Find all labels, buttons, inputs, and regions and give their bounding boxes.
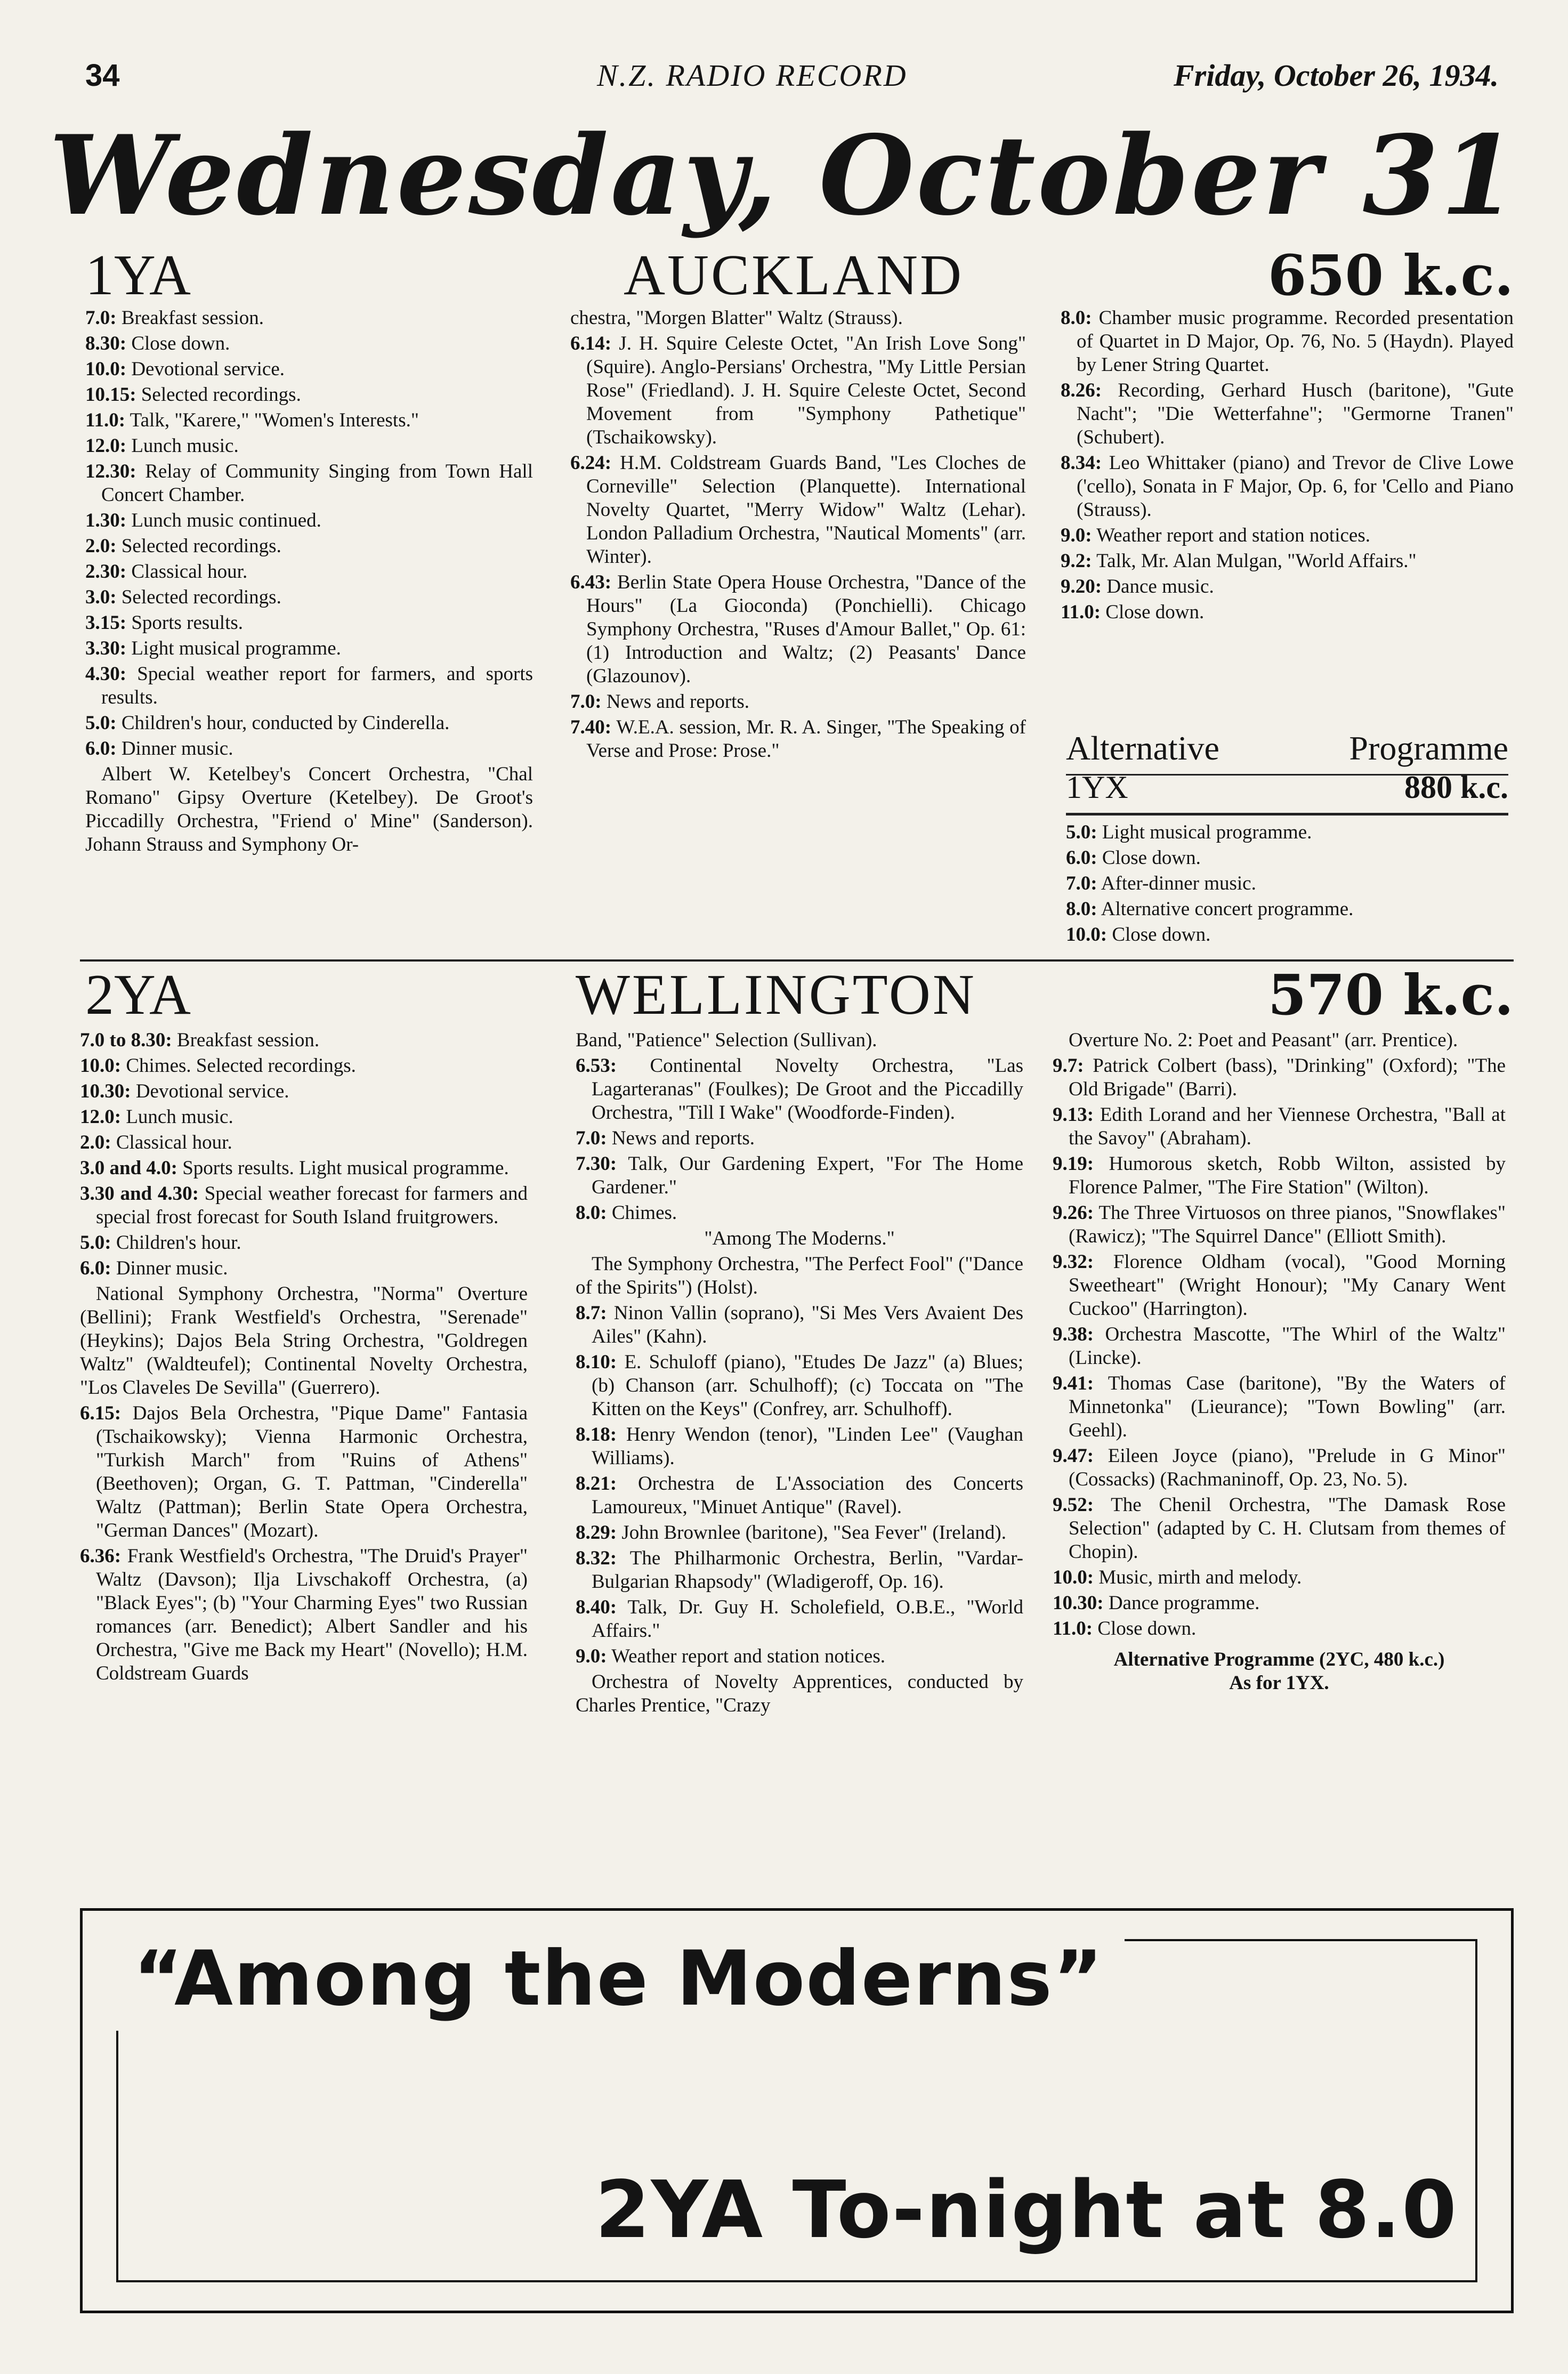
programme-item [85,737,533,761]
programme-item [85,611,533,635]
programme-item [85,712,533,735]
programme-text: The Chenil Orchestra, "The Damask Rose Selection" (adapted by C. H. Clutsam from themes of Chopin). [1069,1494,1506,1563]
programme-text: Selected recordings. [136,384,301,406]
programme-item [1061,575,1514,599]
programme-item [576,1054,1023,1125]
programme-text: Orchestra de L'Association des Concerts Lamoureux, "Minuet Antique" (Ravel). [592,1473,1023,1518]
ad-headline: “Among the Moderns” [133,1935,1104,2023]
programme-item [85,586,533,609]
programme-text: H.M. Coldstream Guards Band, "Les Cloches de Corneville" Selection (Planquette). International Novelty Quartet, "Merry Widow" Waltz (Lehar). London Palladium Orchestra, "Nautical Moments" (arr. Winter). [586,452,1026,568]
programme-time: 8.0: [576,1202,607,1224]
programme-text: Chimes. Selected recordings. [121,1055,356,1077]
programme-text: Leo Whittaker (piano) and Trevor de Clive Lowe ('cello), Sonata in F Major, Op. 6, for 'Cello and Piano (Strauss). [1077,452,1514,521]
programme-time: 9.38: [1053,1323,1094,1345]
programme-text: Talk, "Karere," "Women's Interests." [125,409,419,431]
programme-text: After-dinner music. [1097,873,1256,894]
programme-item [85,358,533,381]
station-frequency: 570 k.c. [1267,962,1514,1028]
programme-text: The Three Virtuosos on three pianos, "Snowflakes" (Rawicz); "The Squirrel Dance" (Elliott Smith). [1069,1202,1506,1247]
programme-item [85,509,533,532]
wellington-column-2 [576,1029,1023,1719]
programme-text: Selected recordings. [116,535,281,557]
running-header [85,58,1499,95]
programme-item [570,690,1026,714]
programme-item [80,1402,528,1543]
programme-time: 8.32: [576,1547,617,1569]
programme-time: 7.30: [576,1153,617,1175]
programme-time: 6.24: [570,452,612,474]
programme-time: 9.41: [1053,1372,1094,1394]
programme-text: The Philharmonic Orchestra, Berlin, "Vardar-Bulgarian Rhapsody" (Wladigeroff, Op. 16). [592,1547,1023,1593]
programme-detail: Orchestra of Novelty Apprentices, conducted by Charles Prentice, "Crazy [576,1671,1023,1716]
programme-time: 8.30: [85,333,127,354]
programme-item [576,1423,1023,1470]
programme-item [85,383,533,407]
dinner-music-detail: National Symphony Orchestra, "Norma" Overture (Bellini); Frank Westfield's Orchestra, "Serenade" (Heykins); Dajos Bela String Orchestra, "Goldregen Waltz" (Waldteufel); Continental Novelty Orchestra, "Los Claveles De Sevilla" (Guerrero). [80,1283,528,1399]
programme-time: 10.15: [85,384,136,406]
programme-item [85,460,533,507]
programme-item [85,306,533,330]
programme-time: 7.0: [576,1127,607,1149]
alt-note-line: Alternative Programme (2YC, 480 k.c.) [1113,1649,1445,1670]
programme-time: 6.0: [85,738,117,760]
programme-time: 12.0: [80,1106,122,1128]
programme-text: Henry Wendon (tenor), "Linden Lee" (Vaughan Williams). [592,1424,1023,1469]
programme-text: Close down. [1097,847,1201,869]
programme-time: 2.30: [85,561,127,583]
auckland-column-2 [570,306,1026,765]
programme-text: Dance programme. [1103,1592,1260,1614]
programme-time: 9.13: [1053,1104,1094,1126]
programme-item [1053,1493,1506,1564]
programme-item [1061,550,1514,573]
auckland-column-1 [85,306,533,859]
programme-time: 8.29: [576,1522,617,1544]
programme-text: Berlin State Opera House Orchestra, "Dance of the Hours" (La Gioconda) (Ponchielli). Chicago Symphony Orchestra, "Ruses d'Amour Ballet," Op. 61: (1) Introduction and Waltz; (2) Peasants' Dance (Glazounov). [586,571,1026,687]
programme-text: Breakfast session. [172,1029,320,1051]
programme-text: Frank Westfield's Orchestra, "The Druid's Prayer" Waltz (Davson); Ilja Livschakoff Orchestra, (a) "Black Eyes"; (b) "Your Charming Eyes" two Russian romances (arr. Benedict); Albert Sandler and his Orchestra, "Give me Back my Heart" (Novello); H.M. Coldstream Guards [96,1545,528,1684]
programme-text: W.E.A. session, Mr. R. A. Singer, "The Speaking of Verse and Prose: Prose." [586,716,1026,762]
programme-item [1066,923,1508,947]
programme-item [1066,898,1508,921]
programme-item [570,332,1026,449]
programme-time: 3.15: [85,612,127,634]
programme-time: 11.0: [85,409,126,431]
programme-text: Sports results. [126,612,244,634]
programme-text: Music, mirth and melody. [1094,1566,1302,1588]
programme-item [576,1201,1023,1225]
programme-text: E. Schuloff (piano), "Etudes De Jazz" (a) Blues; (b) Chanson (arr. Schulhoff); (c) Toccata on "The Kitten on the Keys" (Confrey, arr. Schulhoff). [592,1351,1023,1420]
continued-text: Band, "Patience" Selection (Sullivan). [576,1029,877,1051]
programme-item [1053,1566,1506,1589]
programme-time: 8.34: [1061,452,1102,474]
programme-item [1053,1103,1506,1150]
programme-time: 11.0: [1061,601,1101,623]
programme-item [80,1029,528,1052]
wellington-header [80,962,1514,1026]
programme-item [1061,524,1514,547]
programme-text: Eileen Joyce (piano), "Prelude in G Minor" (Cossacks) (Rachmaninoff, Op. 23, No. 5). [1069,1445,1506,1490]
programme-item [1061,306,1514,377]
programme-item [80,1131,528,1154]
programme-text: Close down. [1107,924,1211,946]
auckland-header [80,243,1514,306]
programme-text: Orchestra Mascotte, "The Whirl of the Waltz" (Lincke). [1069,1323,1506,1369]
programme-time: 9.19: [1053,1153,1094,1175]
programme-text: Patrick Colbert (bass), "Drinking" (Oxford); "The Old Brigade" (Barri). [1069,1055,1506,1100]
programme-item [1053,1617,1506,1641]
programme-text: Talk, Mr. Alan Mulgan, "World Affairs." [1092,550,1417,572]
programme-text: Chamber music programme. Recorded presentation of Quartet in D Major, Op. 76, No. 5 (Haydn). Played by Lener String Quartet. [1077,307,1514,376]
programme-item [1061,601,1514,624]
programme-text: Humorous sketch, Robb Wilton, assisted by Florence Palmer, "The Fire Station" (Wilton). [1069,1153,1506,1198]
programme-text: Close down. [1093,1618,1197,1640]
programme-time: 5.0: [85,712,117,734]
programme-time: 7.0 to 8.30: [80,1029,172,1051]
day-title: Wednesday, October 31 [49,112,1519,240]
programme-item [80,1157,528,1180]
programme-time: 5.0: [1066,821,1097,843]
programme-time: 3.0: [85,586,117,608]
programme-text: Weather report and station notices. [607,1645,885,1667]
programme-detail: The Symphony Orchestra, "The Perfect Fool" ("Dance of the Spirits") (Holst). [576,1253,1023,1298]
alt-station [1066,770,1508,815]
alt-items [1066,821,1508,947]
programme-text: Florence Oldham (vocal), "Good Morning Sweetheart" (Wright Honour); "My Canary Went Cuckoo" (Harrington). [1069,1251,1506,1320]
programme-time: 8.21: [576,1473,617,1495]
section-divider [80,959,1514,962]
programme-text: Close down. [126,333,230,354]
station-city: AUCKLAND [624,244,964,307]
programme-text: John Brownlee (baritone), "Sea Fever" (Ireland). [617,1522,1006,1544]
programme-time: 8.18: [576,1424,617,1446]
continued-text: Overture No. 2: Poet and Peasant" (arr. Prentice). [1069,1029,1458,1051]
programme-text: Sports results. Light musical programme. [177,1157,509,1179]
programme-item [1066,846,1508,870]
issue-date: Friday, October 26, 1934. [1173,58,1499,93]
programme-time: 7.0: [570,691,602,713]
programme-text: Light musical programme. [1097,821,1312,843]
programme-item [576,1596,1023,1643]
programme-time: 6.15: [80,1402,122,1424]
programme-time: 9.26: [1053,1202,1094,1224]
programme-item [1066,821,1508,844]
programme-text: Ninon Vallin (soprano), "Si Mes Vers Avaient Des Ailes" (Kahn). [592,1302,1023,1347]
programme-time: 3.30 and 4.30: [80,1183,199,1205]
programme-time: 7.40: [570,716,612,738]
programme-item [1053,1201,1506,1248]
programme-item [1053,1372,1506,1442]
programme-time: 3.30: [85,637,127,659]
alt-title-left: Alternative [1066,729,1219,767]
programme-item [576,1302,1023,1349]
programme-item [85,332,533,356]
programme-item [576,1645,1023,1668]
programme-time: 8.7: [576,1302,607,1324]
programme-item [576,1152,1023,1199]
programme-item [1053,1152,1506,1199]
station-call-sign: 1YA [85,244,191,307]
wellington-column-1 [80,1029,528,1687]
programme-time: 9.52: [1053,1494,1094,1516]
programme-item [576,1521,1023,1545]
programme-text: Continental Novelty Orchestra, "Las Lagarteranas" (Foulkes); De Groot and the Piccadilly Orchestra, "Till I Wake" (Woodforde-Finden). [592,1055,1023,1124]
programme-text: Dajos Bela Orchestra, "Pique Dame" Fantasia (Tschaikowsky); Vienna Harmonic Orchestra, "Turkish March" from "Ruins of Athens" (Beethoven); Organ, G. T. Pattman, "Cinderella" Waltz (Pattman); Berlin State Opera Orchestra, "German Dances" (Mozart). [96,1402,528,1541]
programme-time: 10.30: [80,1080,131,1102]
programme-time: 8.40: [576,1596,617,1618]
programme-item [80,1257,528,1280]
alt-call-sign: 1YX [1066,770,1128,805]
programme-text: News and reports. [607,1127,755,1149]
alt-title-right: Programme [1349,729,1508,767]
alt-note-line: As for 1YX. [1229,1672,1329,1694]
programme-text: Recording, Gerhard Husch (baritone), "Gute Nacht"; "Die Wetterfahne"; "Germorne Tranen" (Schubert). [1077,379,1514,448]
programme-item [85,637,533,660]
programme-time: 6.36: [80,1545,122,1567]
programme-text: Special weather forecast for farmers and special frost forecast for South Island fruitgrowers. [96,1183,528,1228]
programme-item [80,1545,528,1685]
programme-text: Thomas Case (baritone), "By the Waters of Minnetonka" (Lieurance); "Town Bowling" (arr. Geehl). [1069,1372,1506,1441]
programme-text: Special weather report for farmers, and sports results. [101,663,533,708]
programme-time: 6.14: [570,333,612,354]
station-city: WELLINGTON [576,963,976,1027]
programme-time: 9.32: [1053,1251,1094,1273]
programme-heading: "Among The Moderns." [704,1228,895,1249]
programme-text: Alternative concert programme. [1097,898,1354,920]
programme-item [576,1351,1023,1421]
programme-text: Chimes. [607,1202,677,1224]
programme-time: 9.0: [576,1645,607,1667]
ad-tagline: 2YA To-night at 8.0 [595,2164,1458,2256]
programme-text: Weather report and station notices. [1092,524,1370,546]
programme-item [570,571,1026,688]
programme-item [1061,379,1514,449]
programme-text: Light musical programme. [126,637,341,659]
programme-time: 7.0: [85,307,117,329]
programme-item [1061,451,1514,522]
programme-time: 3.0 and 4.0: [80,1157,177,1179]
programme-time: 7.0: [1066,873,1097,894]
programme-text: J. H. Squire Celeste Octet, "An Irish Love Song" (Squire). Anglo-Persians' Orchestra, "My Little Persian Rose" (Friedland). J. H. Squire Celeste Octet, Second Movement from "Symphony Pathetique" (Tschaikowsky). [586,333,1026,448]
programme-time: 9.7: [1053,1055,1084,1077]
programme-item [80,1105,528,1129]
programme-time: 9.2: [1061,550,1092,572]
programme-text: Classical hour. [111,1132,232,1153]
advertisement [80,1908,1514,2313]
programme-item [570,451,1026,569]
programme-time: 9.47: [1053,1445,1094,1467]
programme-item [80,1231,528,1255]
programme-item [1053,1592,1506,1615]
programme-time: 8.26: [1061,379,1102,401]
programme-time: 9.20: [1061,576,1102,597]
programme-item [576,1547,1023,1594]
programme-text: Devotional service. [131,1080,289,1102]
programme-time: 10.30: [1053,1592,1104,1614]
programme-text: Relay of Community Singing from Town Hall Concert Chamber. [101,461,533,506]
programme-time: 12.0: [85,435,127,457]
programme-time: 2.0: [80,1132,111,1153]
programme-text: Dinner music. [111,1257,228,1279]
programme-text: Breakfast session. [116,307,264,329]
programme-item [85,663,533,709]
programme-time: 10.0: [1053,1566,1094,1588]
programme-text: Dinner music. [116,738,233,760]
programme-time: 2.0: [85,535,117,557]
programme-time: 10.0: [80,1055,122,1077]
publication-title: N.Z. RADIO RECORD [597,58,908,93]
programme-item [85,434,533,458]
programme-time: 10.0: [1066,924,1108,946]
programme-text: Dance music. [1102,576,1214,597]
programme-item [80,1054,528,1078]
programme-time: 1.30: [85,510,127,531]
continued-text: chestra, "Morgen Blatter" Waltz (Strauss). [570,307,903,329]
programme-text: Talk, Our Gardening Expert, "For The Home Gardener." [592,1153,1023,1198]
alternative-programme-1yx [1066,729,1508,949]
programme-time: 8.10: [576,1351,617,1373]
programme-item [85,409,533,432]
programme-time: 9.0: [1061,524,1092,546]
auckland-column-3 [1061,306,1514,626]
programme-time: 10.0: [85,358,127,380]
programme-text: Selected recordings. [116,586,281,608]
programme-item [80,1080,528,1103]
programme-text: Children's hour. [111,1232,241,1254]
programme-item [570,716,1026,763]
dinner-music-detail: Albert W. Ketelbey's Concert Orchestra, "Chal Romano" Gipsy Overture (Ketelbey). De Groot's Piccadilly Orchestra, "Friend o' Mine" (Sanderson). Johann Strauss and Symphony Or- [85,763,533,855]
alternative-programme-note [1053,1648,1506,1695]
programme-time: 6.43: [570,571,612,593]
programme-text: Lunch music continued. [126,510,321,531]
programme-item [85,535,533,558]
programme-time: 12.30: [85,461,136,482]
wellington-column-3 [1053,1029,1506,1695]
programme-item [1066,872,1508,895]
programme-text: Classical hour. [126,561,248,583]
programme-item [1053,1444,1506,1491]
station-frequency: 650 k.c. [1267,243,1514,308]
page-number: 34 [85,58,120,93]
programme-time: 8.0: [1061,307,1092,329]
programme-time: 11.0: [1053,1618,1093,1640]
programme-text: Children's hour, conducted by Cinderella. [116,712,450,734]
programme-time: 6.0: [1066,847,1097,869]
programme-item [80,1182,528,1229]
programme-time: 4.30: [85,663,127,685]
programme-item [576,1472,1023,1519]
programme-time: 6.0: [80,1257,111,1279]
programme-text: Lunch music. [126,435,239,457]
programme-item [1053,1250,1506,1321]
programme-time: 6.53: [576,1055,617,1077]
programme-item [1053,1054,1506,1101]
programme-text: Edith Lorand and her Viennese Orchestra, "Ball at the Savoy" (Abraham). [1069,1104,1506,1149]
programme-text: Close down. [1101,601,1205,623]
programme-text: Lunch music. [121,1106,233,1128]
programme-item [85,560,533,584]
programme-time: 5.0: [80,1232,111,1254]
programme-text: News and reports. [601,691,750,713]
alt-frequency: 880 k.c. [1404,770,1508,805]
programme-item [576,1127,1023,1150]
programme-time: 8.0: [1066,898,1097,920]
programme-text: Devotional service. [126,358,285,380]
programme-item [1053,1323,1506,1370]
programme-text: Talk, Dr. Guy H. Scholefield, O.B.E., "World Affairs." [592,1596,1023,1642]
station-call-sign: 2YA [85,963,191,1027]
